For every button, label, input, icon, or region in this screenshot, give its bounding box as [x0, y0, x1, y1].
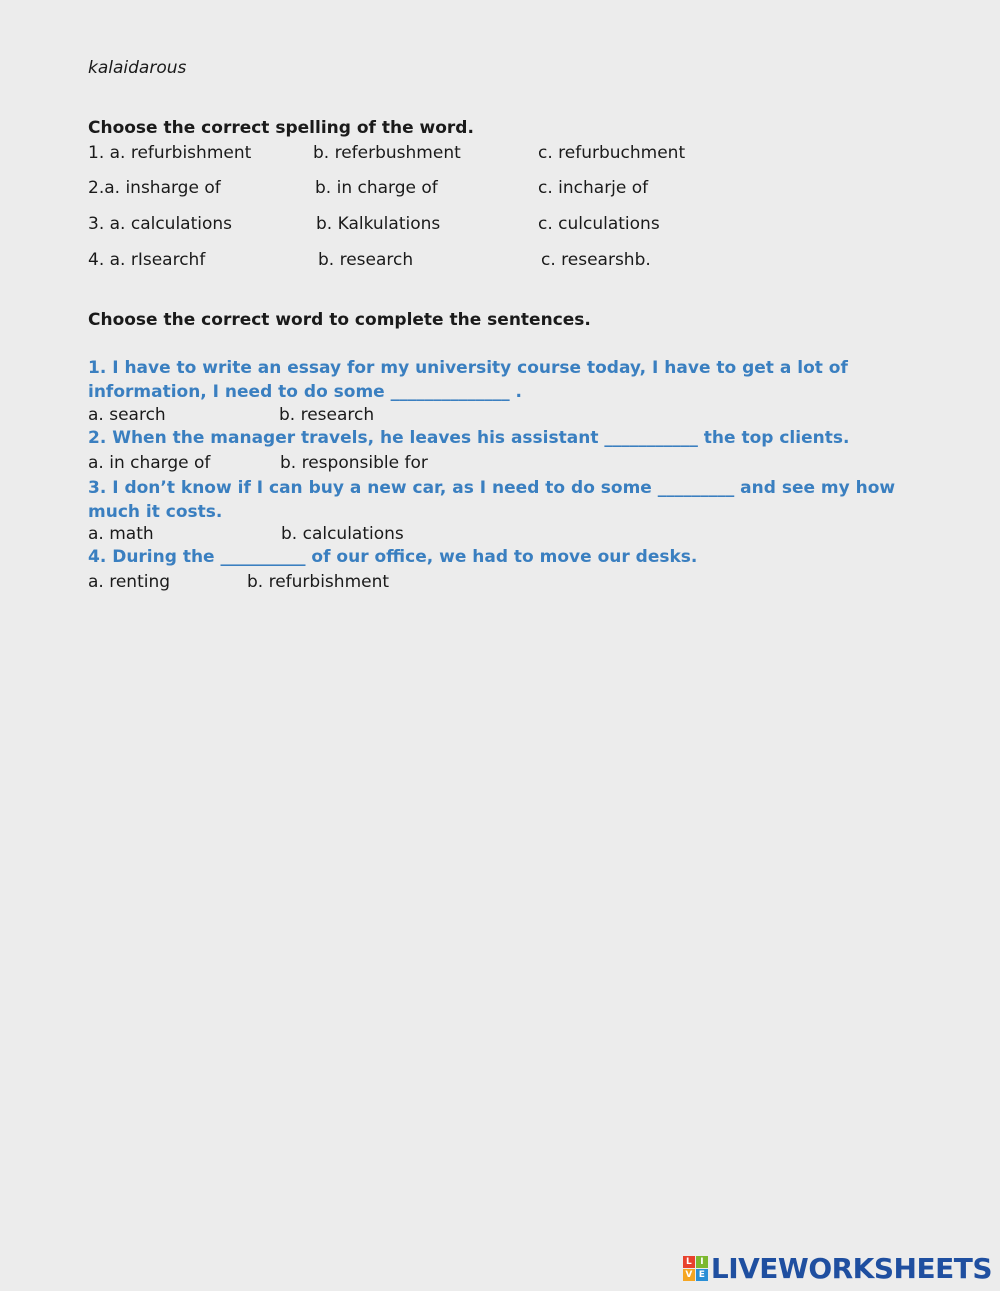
logo-text: LIVEWORKSHEETS [710, 1252, 992, 1285]
s1-row4-option-b: b. research [318, 250, 414, 270]
s1-row2-option-c: c. incharje of [538, 178, 649, 198]
logo-tiles-icon [683, 1256, 708, 1281]
s1-row1-option-c: c. refurbuchment [538, 143, 686, 163]
s2-q3-option-b: b. calculations [281, 524, 404, 544]
s2-question-4: 4. During the __________ of our office, we had to move our desks. [88, 547, 698, 567]
s2-q2-option-a: a. in charge of [88, 453, 211, 473]
s1-row3-option-c: c. culculations [538, 214, 660, 234]
s1-row3-option-b: b. Kalkulations [316, 214, 441, 234]
s2-question-1: 1. I have to write an essay for my university course today, I have to get a lot of information, I need to do some ______________ . [88, 358, 848, 402]
logo-tile: E [696, 1269, 708, 1281]
s1-row2-option-a: 2.a. insharge of [88, 178, 221, 198]
liveworksheets-logo [683, 1252, 992, 1285]
s1-row1-option-b: b. referbushment [313, 143, 461, 163]
s1-row4-option-c: c. researshb. [541, 250, 651, 270]
s2-q1-option-b: b. research [279, 405, 375, 425]
s2-question-3: 3. I don’t know if I can buy a new car, as I need to do some _________ and see my how much it costs. [88, 478, 896, 522]
s2-q4-option-a: a. renting [88, 572, 171, 592]
section1-heading: Choose the correct spelling of the word. [88, 118, 474, 138]
author-name: kalaidarous [88, 58, 187, 78]
s1-row4-option-a: 4. a. rIsearchf [88, 250, 206, 270]
s2-q2-option-b: b. responsible for [280, 453, 428, 473]
logo-tile: V [683, 1269, 695, 1281]
logo-tile: L [683, 1256, 695, 1268]
s1-row3-option-a: 3. a. calculations [88, 214, 233, 234]
s2-question-2: 2. When the manager travels, he leaves his assistant ___________ the top clients. [88, 428, 850, 448]
s2-q4-option-b: b. refurbishment [247, 572, 390, 592]
s1-row1-option-a: 1. a. refurbishment [88, 143, 252, 163]
section2-heading: Choose the correct word to complete the sentences. [88, 310, 591, 330]
s2-q1-option-a: a. search [88, 405, 166, 425]
s2-q3-option-a: a. math [88, 524, 154, 544]
logo-tile: I [696, 1256, 708, 1268]
s1-row2-option-b: b. in charge of [315, 178, 438, 198]
